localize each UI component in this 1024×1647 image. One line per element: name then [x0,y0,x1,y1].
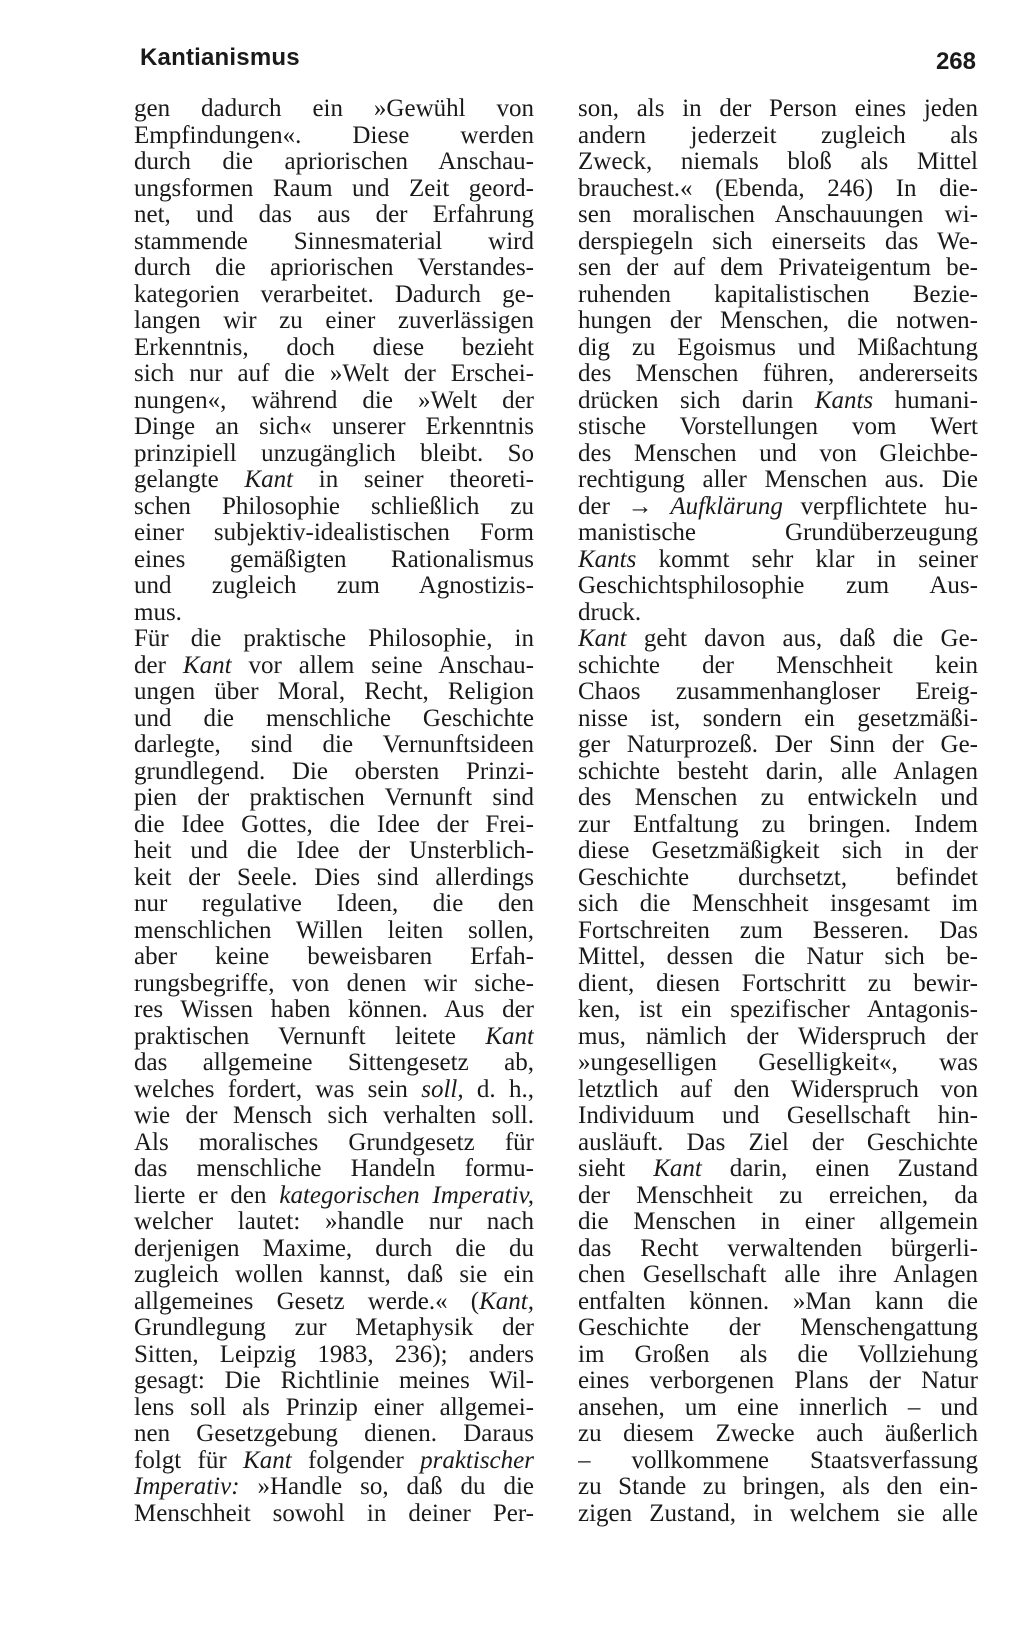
text-line: – vollkommene Staatsverfassung [578,1447,978,1474]
text-span: geht davon aus, daß die Ge- [626,626,978,652]
text-line: zigen Zustand, in welchem sie alle [578,1500,978,1527]
text-line [578,626,978,653]
text-line: mus. [134,598,182,626]
text-line: letztlich auf den Widerspruch von [578,1076,978,1103]
text-column-right [578,96,978,1527]
text-line: Sitten, Leipzig 1983, 236); anders [134,1341,534,1368]
text-line: eines gemäßigten Rationalismus [134,546,534,573]
italic-span: Kant [182,652,232,679]
text-line [134,653,534,680]
text-line: dig zu Egoismus und Mißachtung [578,334,978,361]
text-line: kategorien verarbeitet. Dadurch ge- [134,281,534,308]
italic-span: Kant [485,1023,534,1050]
text-line: entfalten können. »Man kann die [578,1288,978,1315]
italic-span: kategorischen Imperativ, [279,1182,534,1209]
text-line: pien der praktischen Vernunft sind [134,785,534,811]
text-line: Erkenntnis, doch diese bezieht [134,334,534,361]
italic-span: Kant [578,626,627,652]
italic-span: soll, [421,1076,464,1103]
page-number: 268 [935,48,976,75]
text-line: gesagt: Die Richtlinie meines Wil- [134,1368,534,1394]
text-span: kommt sehr klar in seiner [636,546,978,573]
text-line: net, und das aus der Erfahrung [134,202,534,228]
text-line: andern jederzeit zugleich als [578,122,978,149]
text-column-left [134,96,534,1527]
text-line: die Menschen in einer allgemein [578,1209,978,1235]
text-line: derspiegeln sich einerseits das We- [578,228,978,255]
italic-span: Kant [243,1447,292,1474]
text-line: zur Entfaltung zu bringen. Indem [578,811,978,838]
text-line: wie der Mensch sich verhalten soll. [134,1103,534,1129]
text-line: des Menschen zu entwickeln und [578,785,978,811]
text-line: keit der Seele. Dies sind allerdings [134,864,534,891]
text-line: rungsbegriffe, von denen wir siche- [134,970,534,997]
text-line: Fortschreiten zum Besseren. Das [578,917,978,944]
text-line [578,1156,978,1183]
text-span: »Handle so, daß du die [239,1474,534,1500]
text-span: lierte er den [134,1182,280,1209]
italic-span: praktischer [420,1447,534,1474]
text-span: d. h., [463,1076,534,1103]
text-line [578,388,978,415]
text-line: ger Naturprozeß. Der Sinn der Ge- [578,732,978,758]
text-line: zugleich wollen kannst, daß sie ein [134,1262,534,1288]
text-line: brauchest.« (Ebenda, 246) In die- [578,175,978,202]
text-line: der Menschheit zu erreichen, da [578,1182,978,1209]
text-line: ausläuft. Das Ziel der Geschichte [578,1129,978,1156]
text-line: Empfindungen«. Diese werden [134,122,534,149]
text-line: Menschheit sowohl in deiner Per- [134,1500,534,1527]
text-line: chen Gesellschaft alle ihre Anlagen [578,1262,978,1288]
text-line: durch die apriorischen Verstandes- [134,255,534,281]
text-span: der [134,652,183,679]
text-line: das Recht verwaltenden bürgerli- [578,1235,978,1262]
text-line: sich nur auf die »Welt der Erschei- [134,361,534,387]
text-line: hungen der Menschen, die notwen- [578,308,978,334]
text-line: Dinge an sich« unserer Erkenntnis [134,414,534,440]
text-line: grundlegend. Die obersten Prinzi- [134,758,534,785]
text-line: langen wir zu einer zuverlässigen [134,308,534,334]
text-line: Geschichte durchsetzt, befindet [578,864,978,891]
text-line [134,1077,534,1104]
text-line: ruhenden kapitalistischen Bezie- [578,281,978,308]
text-line [578,547,978,574]
text-line: des Menschen und von Gleichbe- [578,440,978,467]
italic-span: Kant [653,1156,702,1182]
text-line: ungen über Moral, Recht, Religion [134,679,534,705]
text-line [134,1448,534,1475]
text-line: Individuum und Gesellschaft hin- [578,1103,978,1129]
text-span: folgender [291,1447,421,1474]
text-line: zu diesem Zwecke auch äußerlich [578,1421,978,1447]
text-line: diese Gesetzmäßigkeit sich in der [578,838,978,864]
text-line: manistische Grundüberzeugung [578,520,978,546]
italic-span: Kants [814,387,874,414]
text-line: Geschichte der Menschengattung [578,1315,978,1341]
text-span: in seiner theoreti- [293,467,534,493]
text-line: das menschliche Handeln formu- [134,1156,534,1182]
text-line [134,1474,534,1501]
text-line: das allgemeine Sittengesetz ab, [134,1050,534,1076]
italic-span: Aufklärung [670,493,783,520]
text-line [134,467,534,494]
text-line: und zugleich zum Agnostizis- [134,573,534,599]
text-line: Zweck, niemals bloß als Mittel [578,149,978,175]
text-line: ungsformen Raum und Zeit geord- [134,175,534,202]
text-line: stammende Sinnesmaterial wird [134,228,534,255]
text-line [578,494,978,521]
text-line: druck. [578,598,642,626]
italic-span: Kants [578,546,637,573]
text-line: lens soll als Prinzip einer allgemei- [134,1394,534,1421]
running-title: Kantianismus [140,44,300,71]
text-line: eines verborgenen Plans der Natur [578,1368,978,1394]
text-line: Grundlegung zur Metaphysik der [134,1315,534,1341]
text-line [134,1183,534,1210]
text-line: stische Vorstellungen vom Wert [578,414,978,440]
text-line: prinzipiell unzugänglich bleibt. So [134,440,534,467]
text-span: der → [578,493,671,520]
text-line: des Menschen führen, andererseits [578,361,978,387]
text-line: Chaos zusammenhangloser Ereig- [578,679,978,705]
text-line: schichte der Menschheit kein [578,652,978,679]
text-line: Mittel, dessen die Natur sich be- [578,944,978,970]
text-line: ansehen, um eine innerlich – und [578,1394,978,1421]
text-line: schichte besteht darin, alle Anlagen [578,758,978,785]
text-span: verpflichtete hu- [782,493,978,520]
text-line: Als moralisches Grundgesetz für [134,1129,534,1156]
text-line: aber keine beweisbaren Erfah- [134,944,534,970]
text-line: sen der auf dem Privateigentum be- [578,255,978,281]
text-line: schen Philosophie schließlich zu [134,493,534,520]
text-span: drücken sich darin [578,387,815,414]
text-line: und die menschliche Geschichte [134,705,534,732]
text-line: Geschichtsphilosophie zum Aus- [578,573,978,599]
text-span: darin, einen Zustand [701,1156,978,1182]
text-line: einer subjektiv-idealistischen Form [134,520,534,546]
text-span: humani- [873,387,978,414]
italic-span: Kant [244,467,294,493]
italic-span: Imperativ: [134,1474,240,1500]
text-line: derjenigen Maxime, durch die du [134,1235,534,1262]
text-line: sen moralischen Anschauungen wi- [578,202,978,228]
text-line: heit und die Idee der Unsterblich- [134,838,534,864]
text-span: vor allem seine Anschau- [231,652,534,679]
text-line: nur regulative Ideen, die den [134,891,534,917]
text-span: gelangte [134,467,245,493]
text-line: welcher lautet: »handle nur nach [134,1209,534,1235]
text-line: die Idee Gottes, die Idee der Frei- [134,811,534,838]
text-span: welches fordert, was sein [134,1076,422,1103]
text-line: menschlichen Willen leiten sollen, [134,917,534,944]
text-line: im Großen als die Vollziehung [578,1341,978,1368]
text-line: ken, ist ein spezifischer Antagonis- [578,997,978,1023]
text-line: nen Gesetzgebung dienen. Daraus [134,1421,534,1447]
text-line: son, als in der Person eines jeden [578,96,978,122]
text-span: folgt für [134,1447,244,1474]
text-line: gen dadurch ein »Gewühl von [134,96,534,122]
text-line: durch die apriorischen Anschau- [134,149,534,175]
text-line: mus, nämlich der Widerspruch der [578,1023,978,1050]
text-line [134,1289,534,1316]
text-line: nungen«, während die »Welt der [134,387,534,414]
text-line: rechtigung aller Menschen aus. Die [578,467,978,493]
text-line: »ungeselligen Geselligkeit«, was [578,1050,978,1076]
text-span: sieht [578,1156,654,1182]
text-span: praktischen Vernunft leitete [134,1023,486,1050]
text-line: Für die praktische Philosophie, in [134,626,534,652]
text-span: allgemeines Gesetz werde.« ( [134,1288,480,1315]
italic-span: Kant, [479,1288,534,1315]
text-line: nisse ist, sondern ein gesetzmäßi- [578,705,978,732]
text-line: dient, diesen Fortschritt zu bewir- [578,970,978,997]
text-line: zu Stande zu bringen, als den ein- [578,1474,978,1500]
text-line: darlegte, sind die Vernunftsideen [134,732,534,758]
text-line [134,1024,534,1051]
text-line: res Wissen haben können. Aus der [134,997,534,1023]
text-line: sich die Menschheit insgesamt im [578,891,978,917]
